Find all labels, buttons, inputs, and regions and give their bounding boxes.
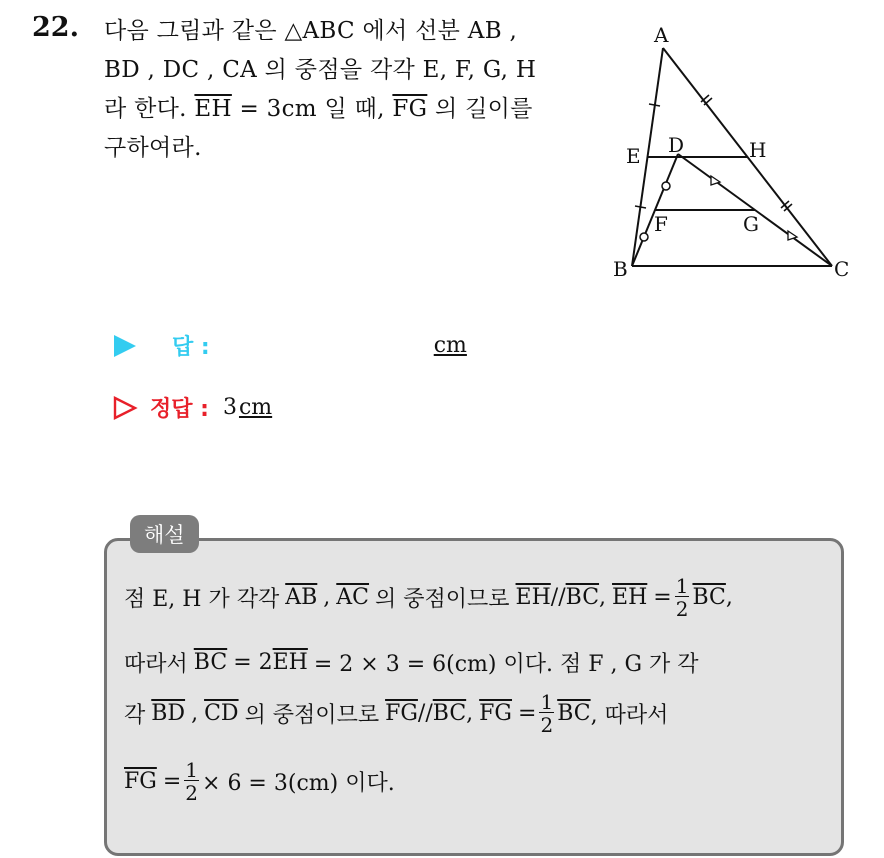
given-length: = 3cm 일 때, <box>239 96 385 122</box>
solution-line-1: 점 E, H 가 각각 $\overline{AB}$ , $\overline{AC}$ 의 중점이므로 $\overline{EH}$ // $\overline{BC}$ , $\overline{EH}$ = $\frac{1}{2}$ $\overline{BC}$ , <box>124 574 733 621</box>
correct-answer-value: 3 <box>222 395 237 420</box>
solution-line-4: $\overline{FG}$ = $\frac{1}{2}$ × 6 = 3(cm) 이다. <box>124 758 395 805</box>
answer-unit: cm <box>433 333 467 358</box>
question-line-3 <box>104 90 590 129</box>
correct-answer-label: 정답 : <box>150 397 209 422</box>
triangle-figure <box>600 18 860 288</box>
midpoint-mark-bd-lower <box>640 233 648 241</box>
label-h: H <box>749 138 767 162</box>
correct-answer-unit: cm <box>238 395 273 420</box>
label-d: D <box>668 133 685 157</box>
label-g: G <box>743 212 759 236</box>
fraction-half: $\frac{1}{2}$ <box>185 758 199 805</box>
segment-fg: $\overline{FG}$ <box>392 96 428 122</box>
question-text <box>104 12 590 168</box>
solution-tag: 해설 <box>130 515 199 553</box>
answer-row <box>112 330 467 361</box>
question-line-1: 다음 그림과 같은 △ABC 에서 선분 AB , <box>104 18 518 44</box>
segment-eh: $\overline{EH}$ <box>194 96 232 122</box>
question-number: 22. <box>32 12 79 43</box>
question-line-3-start: 라 한다. <box>104 96 187 122</box>
midpoint-mark-bd-upper <box>662 182 670 190</box>
label-f: F <box>654 212 668 236</box>
fraction-half: $\frac{1}{2}$ <box>540 690 554 737</box>
answer-label: 답 : <box>172 335 210 360</box>
question-line-3-end: 의 길이를 <box>434 96 533 122</box>
fraction-half: $\frac{1}{2}$ <box>675 574 689 621</box>
label-b: B <box>613 257 628 281</box>
outline-arrow-icon <box>112 395 138 421</box>
label-c: C <box>834 257 850 281</box>
play-arrow-icon <box>112 333 138 359</box>
correct-answer-row <box>112 392 272 423</box>
solution-line-3: 각 $\overline{BD}$ , $\overline{CD}$ 의 중점이므로 $\overline{FG}$ // $\overline{BC}$ , $\overline{FG}$ = $\frac{1}{2}$ $\overline{BC}$ , 따라서 <box>124 690 669 737</box>
question-line-2: BD , DC , CA 의 중점을 각각 E, F, G, H <box>104 57 537 83</box>
question-line-4: 구하여라. <box>104 135 202 161</box>
solution-line-2: 따라서 $\overline{BC}$ = 2 $\overline{EH}$ = 2 × 3 = 6(cm) 이다. 점 F , G 가 각 <box>124 650 699 677</box>
label-e: E <box>626 144 641 168</box>
label-a: A <box>654 23 669 47</box>
